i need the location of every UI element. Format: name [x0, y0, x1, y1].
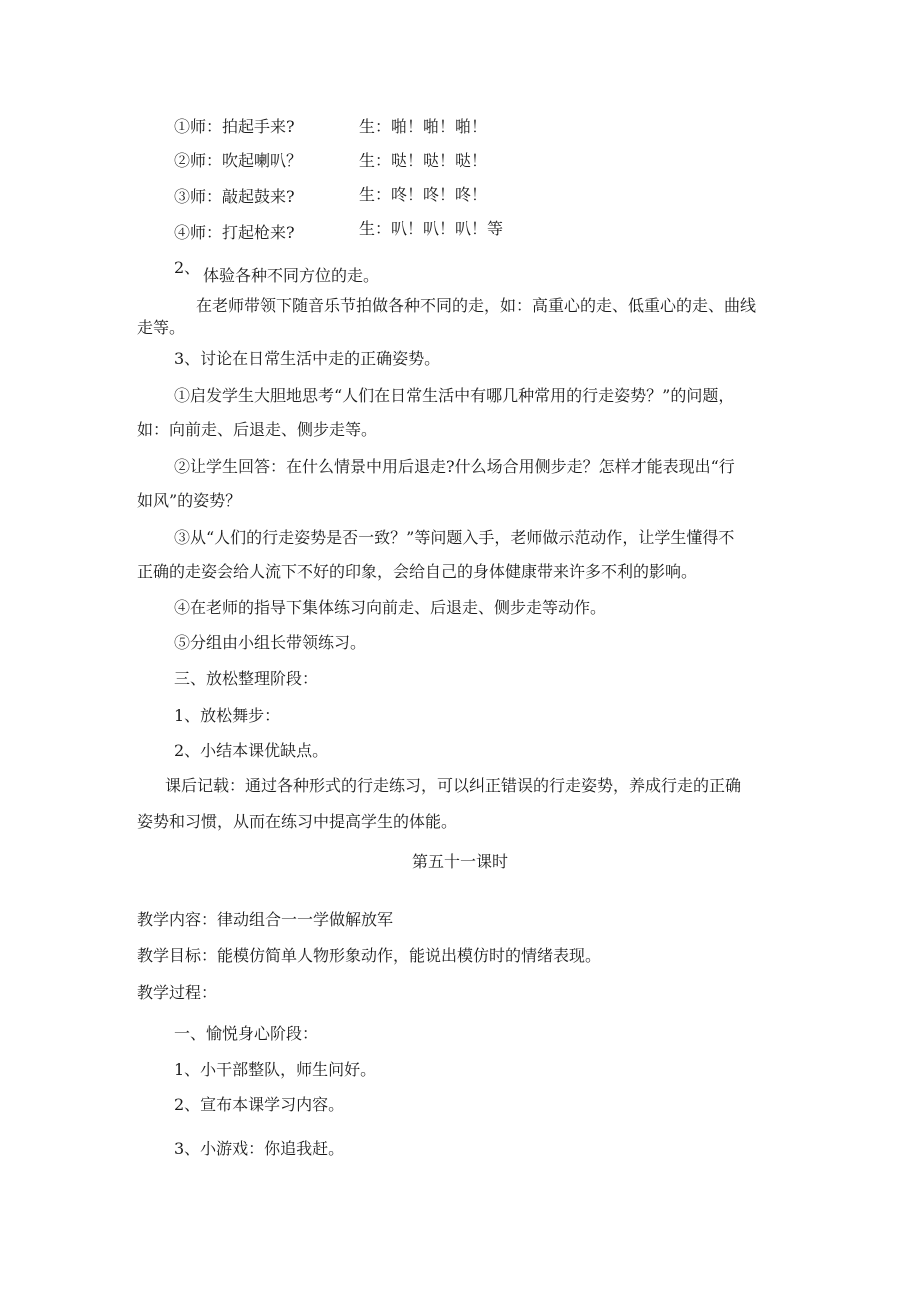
section3-title: 3、讨论在日常生活中走的正确姿势。 [174, 349, 441, 368]
section2-title: 体验各种不同方位的走。 [203, 266, 380, 285]
dialogue-student-3: 生：咚！咚！咚！ [359, 185, 488, 204]
notes-line1: 课后记载：通过各种形式的行走练习，可以纠正错误的行走姿势，养成行走的正确 [165, 776, 742, 795]
section3-item3-line1: ③从“人们的行走姿势是否一致？”等问题入手，老师做示范动作，让学生懂得不 [174, 528, 735, 547]
section2-number: 2、 [174, 258, 201, 277]
lesson-heading: 第五十一课时 [411, 852, 508, 871]
section3-item5: ⑤分组由小组长带领练习。 [174, 633, 367, 652]
section2-body-line2: 走等。 [137, 318, 186, 337]
dialogue-teacher-2: ②师：吹起喇叭？ [174, 151, 303, 170]
dialogue-teacher-3: ③师：敲起鼓来? [174, 187, 295, 206]
section3-item1-line2: 如：向前走、后退走、侧步走等。 [137, 420, 378, 439]
dialogue-teacher-4: ④师：打起枪来? [174, 223, 295, 242]
section3-item2-line2: 如风”的姿势？ [137, 491, 242, 510]
lesson-step2: 2、宣布本课学习内容。 [174, 1095, 345, 1114]
lesson-step1: 1、小干部整队，师生问好。 [174, 1060, 377, 1079]
lesson-stage1: 一、愉悦身心阶段： [174, 1024, 319, 1043]
lesson-process: 教学过程： [137, 983, 218, 1002]
relax-title: 三、放松整理阶段： [174, 669, 319, 688]
section3-item2-line1: ②让学生回答：在什么情景中用后退走?什么场合用侧步走？怎样才能表现出“行 [174, 457, 735, 476]
notes-line2: 姿势和习惯，从而在练习中提高学生的体能。 [137, 812, 458, 831]
section3-item3-line2: 正确的走姿会给人流下不好的印象，会给自己的身体健康带来许多不利的影响。 [137, 562, 698, 581]
dialogue-student-1: 生：啪！啪！啪！ [359, 117, 488, 136]
section3-item1-line1: ①启发学生大胆地思考“人们在日常生活中有哪几种常用的行走姿势？”的问题， [174, 386, 735, 405]
lesson-step3: 3、小游戏：你追我赶。 [174, 1139, 345, 1158]
dialogue-student-2: 生：哒！哒！哒！ [359, 151, 488, 170]
relax-item1: 1、放松舞步： [174, 706, 281, 725]
dialogue-teacher-1: ①师：拍起手来? [174, 117, 295, 136]
relax-item2: 2、小结本课优缺点。 [174, 741, 329, 760]
section2-body-line1: 在老师带领下随音乐节拍做各种不同的走，如：高重心的走、低重心的走、曲线 [196, 296, 757, 315]
section3-item4: ④在老师的指导下集体练习向前走、后退走、侧步走等动作。 [174, 598, 607, 617]
lesson-goal: 教学目标：能模仿简单人物形象动作，能说出模仿时的情绪表现。 [137, 946, 602, 965]
dialogue-student-4: 生：叭！叭！叭！等 [359, 219, 504, 238]
lesson-content: 教学内容：律动组合一一学做解放军 [137, 910, 394, 929]
